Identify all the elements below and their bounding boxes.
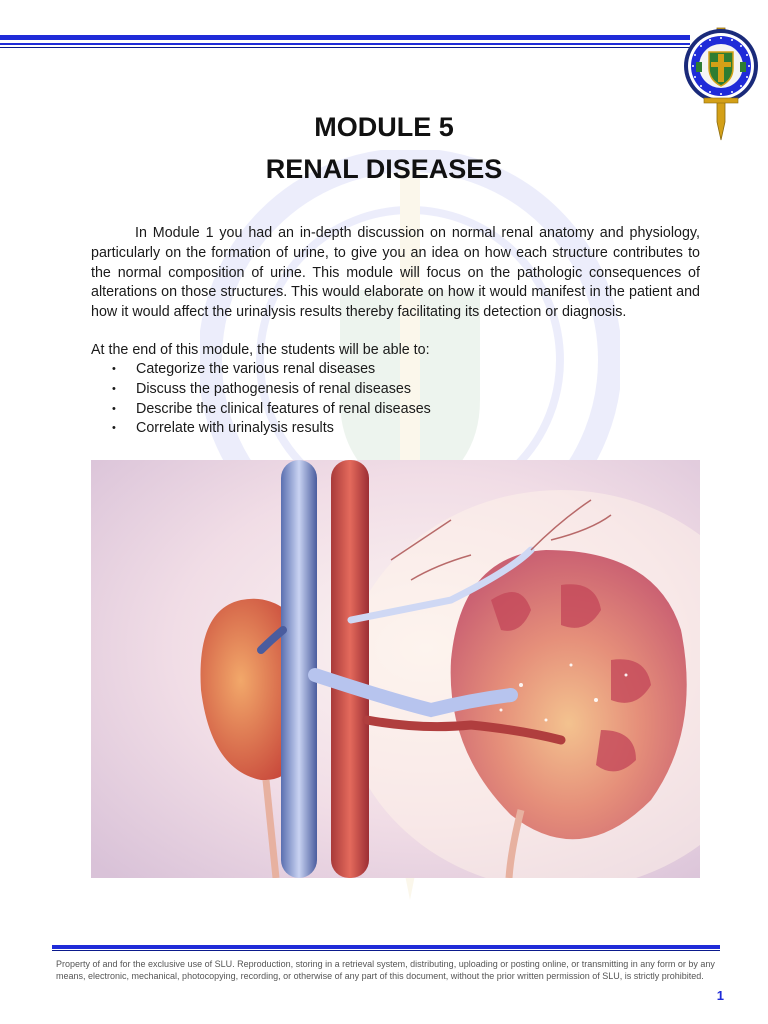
kidney-illustration-image — [91, 460, 700, 878]
objectives-list — [91, 360, 700, 439]
intro-paragraph: In Module 1 you had an in-depth discussion on normal renal anatomy and physiology, particularly on the formation of urine, to give you an idea on how each structure contributes to the normal composition of urine. This module will focus on the pathologic consequences of alterations on those structures. This would elaborate on how it would manifest in the patient and how it would affect the urinalysis results thereby facilitating its detection or diagnosis. — [91, 225, 700, 321]
bullet-icon: • — [112, 422, 116, 435]
objective-text: Categorize the various renal diseases — [136, 361, 376, 377]
list-item — [91, 419, 700, 439]
objective-text: Describe the clinical features of renal diseases — [136, 400, 431, 417]
copyright-notice: Property of and for the exclusive use of SLU. Reproduction, storing in a retrieval system, distributing, uploading or posting online, or transmitting in any form or by any means, electronic, mechanical, photocopying, recording, or otherwise of any part of this document, without the prior written permission of SLU, is strictly prohibited. — [56, 959, 715, 981]
list-item — [91, 360, 700, 380]
kidney-illustration — [91, 460, 700, 878]
header-rule — [0, 35, 690, 40]
module-topic-title: RENAL DISEASES — [265, 154, 503, 184]
objectives-lead: At the end of this module, the students will be able to: — [91, 342, 430, 358]
module-number-title: MODULE 5 — [314, 112, 454, 142]
footer-rule-dark — [52, 950, 720, 951]
objective-text: Discuss the pathogenesis of renal diseases — [136, 380, 411, 397]
bullet-icon: • — [112, 382, 116, 395]
footer-rule — [52, 945, 720, 949]
page-number: 1 — [716, 988, 724, 1003]
bullet-icon: • — [112, 402, 116, 415]
objective-text: Correlate with urinalysis results — [136, 420, 334, 437]
header-rule-dark — [0, 47, 690, 48]
bullet-icon: • — [112, 363, 116, 375]
list-item — [91, 380, 700, 400]
header-rule-thin — [0, 43, 690, 45]
list-item — [91, 400, 700, 420]
